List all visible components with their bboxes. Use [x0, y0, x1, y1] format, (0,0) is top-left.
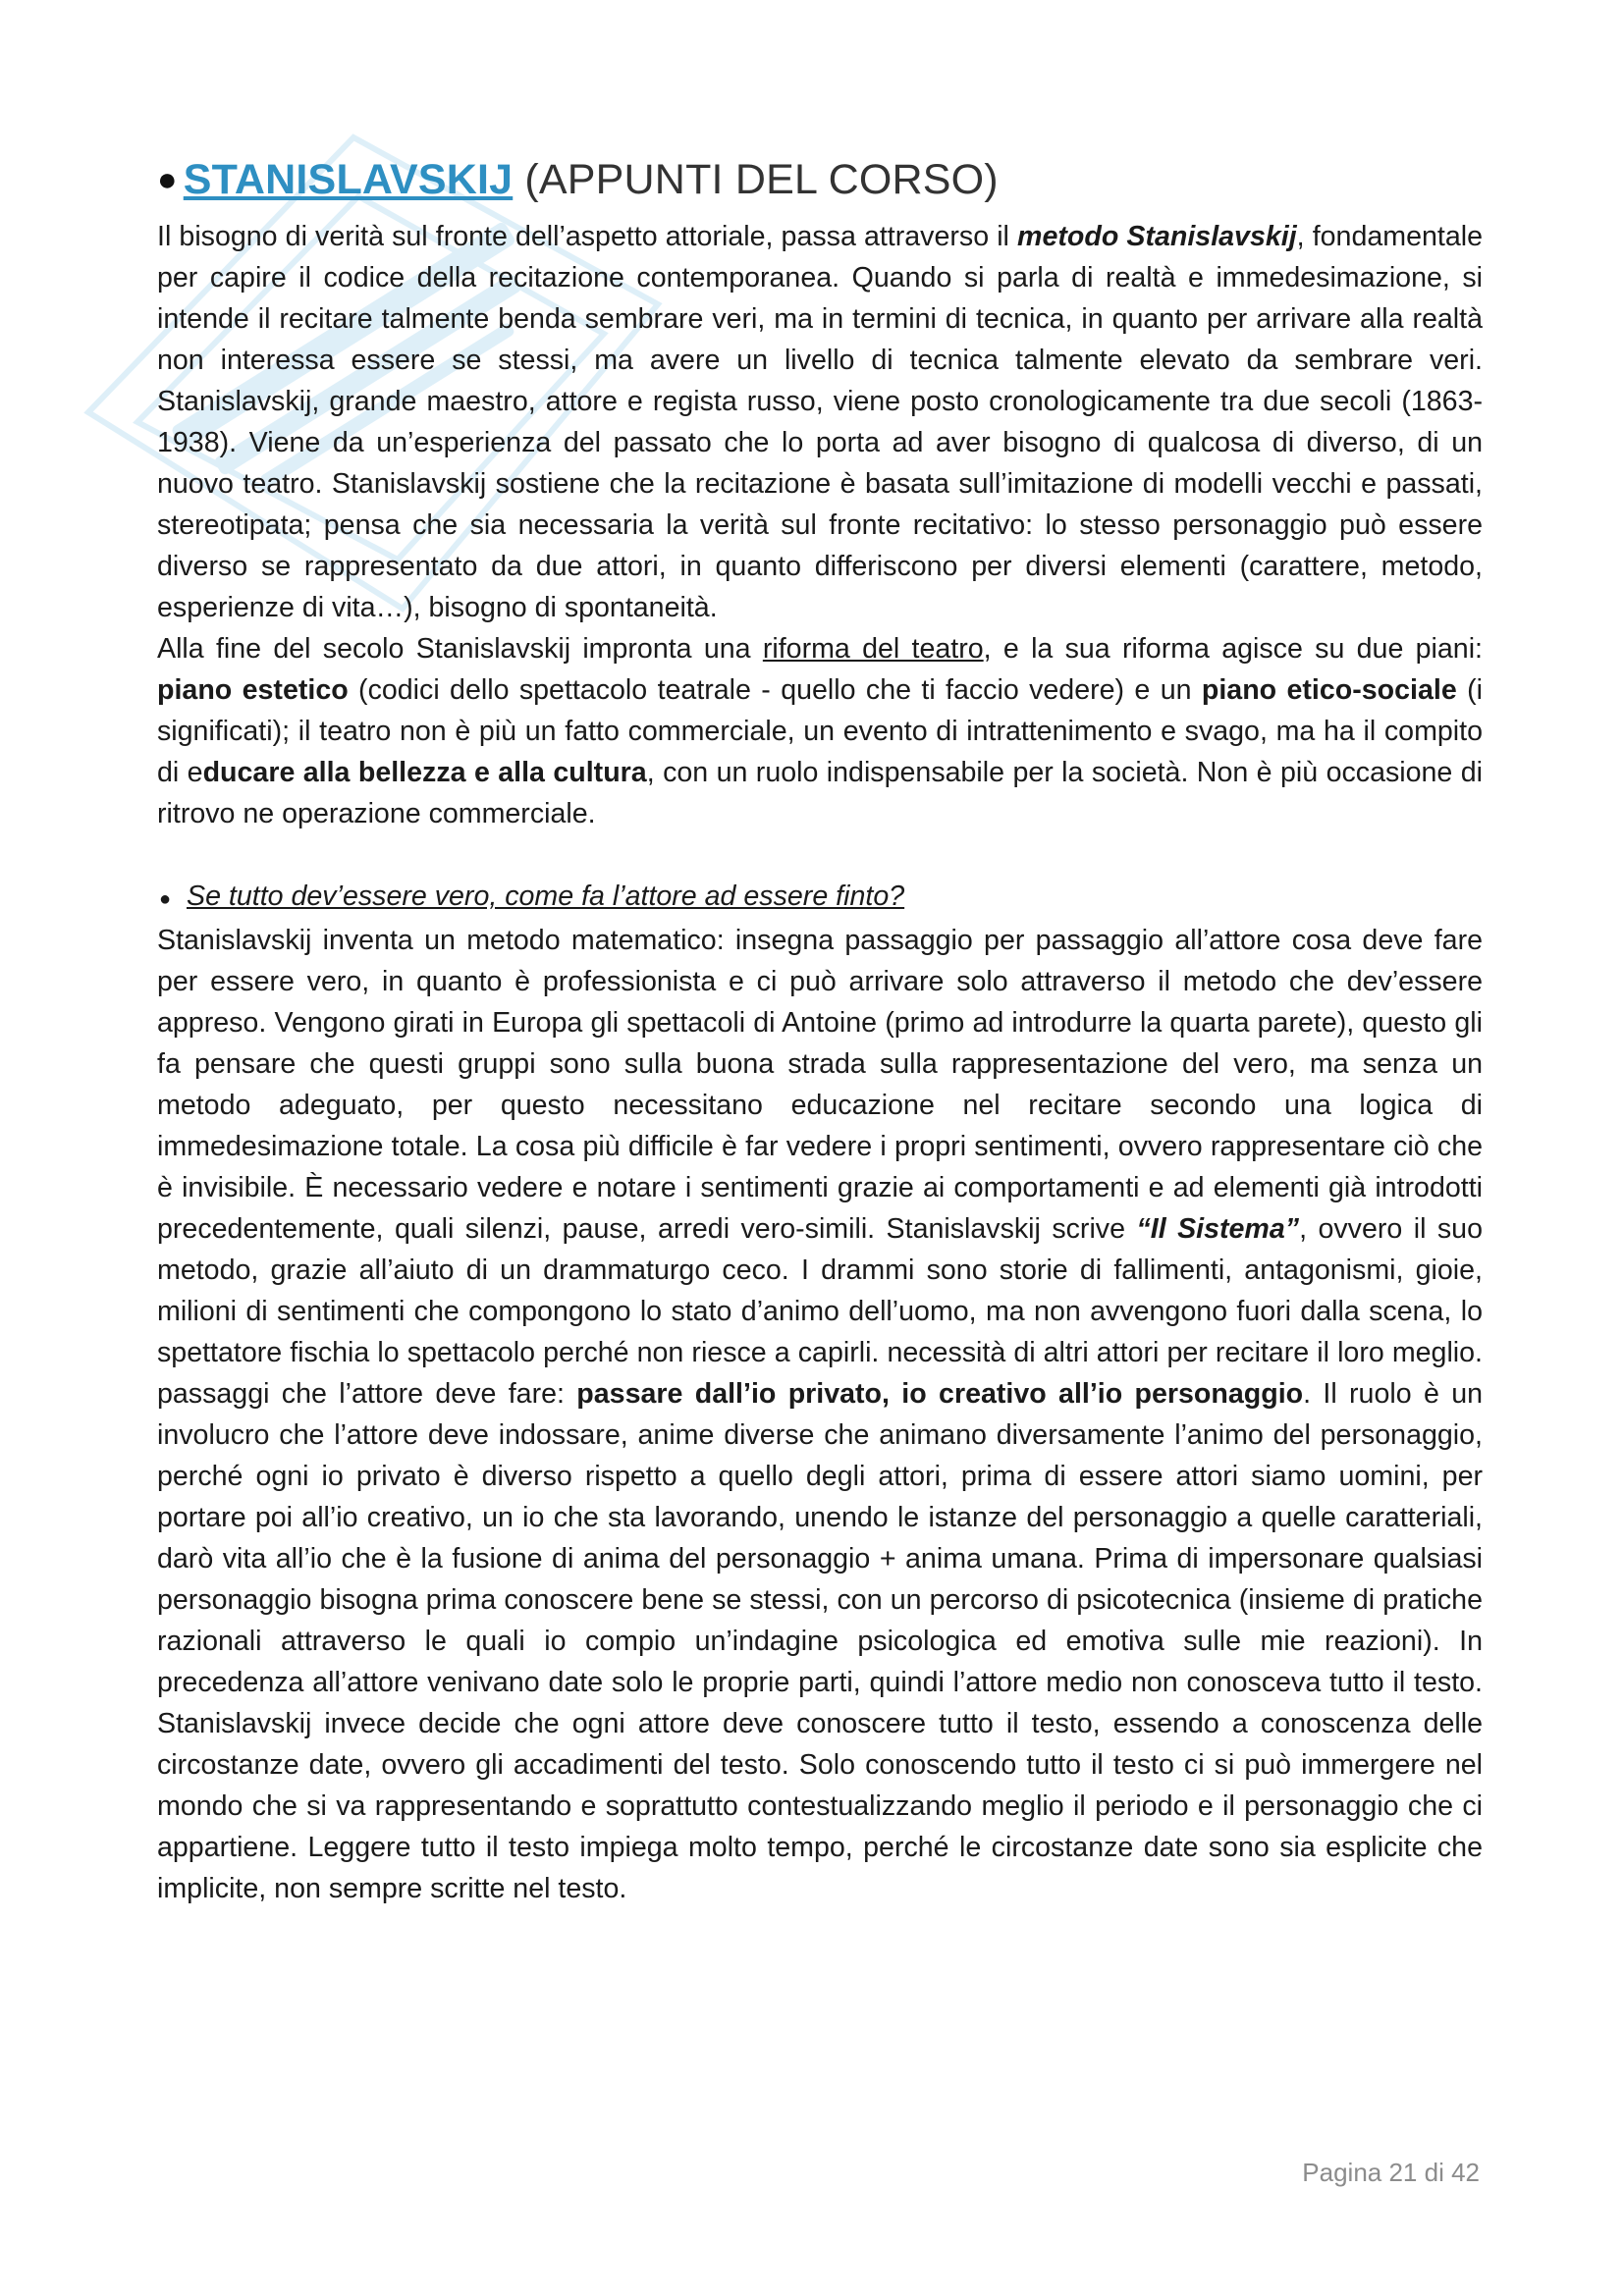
heading-bullet: ●	[157, 161, 178, 198]
bold-term-io-personaggio: passare dall’io privato, io creativo all’io personaggio	[576, 1378, 1304, 1410]
bullet-question	[157, 876, 1483, 920]
heading-title-link[interactable]: STANISLAVSKIJ	[183, 156, 514, 203]
page-number: Pagina 21 di 42	[1302, 2158, 1480, 2187]
text-run: , fondamentale per capire il codice della recitazione contemporanea. Quando si parla di realtà e immedesimazione, si intende il recitare talmente benda sembrare veri, ma in termini di tecnica, in quanto per arrivare alla realtà non interessa essere se stessi, ma avere un livello di tecnica talmente elevato da sembrare veri. Stanislavskij, grande maestro, attore e regista russo, viene posto cronologicamente tra due secoli (1863-1938). Viene da un’esperienza del passato che lo porta ad aver bisogno di qualcosa di diverso, di un nuovo teatro. Stanislavskij sostiene che la recitazione è basata sull’imitazione di modelli vecchi e passati, stereotipata; pensa che sia necessaria la verità sul fronte recitativo: lo stesso personaggio può essere diverso se rappresentato da due attori, in quanto differiscono per diversi elementi (carattere, metodo, esperienze di vita…), bisogno di spontaneità.	[157, 221, 1483, 623]
text-run: , con un ruolo indispensabile per la società. Non è più occasione di ritrovo ne operazione commerciale.	[157, 757, 1483, 829]
section-heading	[157, 147, 1483, 212]
spacer	[157, 834, 1483, 876]
paragraph-metodo	[157, 920, 1483, 1909]
question-text: Se tutto dev’essere vero, come fa l’attore ad essere finto?	[187, 881, 905, 912]
bullet-dot: ●	[159, 888, 172, 910]
text-run: (i significati); il teatro non è più un fatto commerciale, un evento di intrattenimento e svago, ma ha il compito di e	[157, 674, 1483, 788]
paragraph-intro	[157, 216, 1483, 628]
text-run: , ovvero il suo metodo, grazie all’aiuto di un drammaturgo ceco. I drammi sono storie di fallimenti, antagonismi, gioie, milioni di sentimenti che compongono lo stato d’animo dell’uomo, ma non avvengono fuori dalla scena, lo spettatore fischia lo spettacolo perché non riesce a capirli. necessità di altri attori per recitare il loro meglio. passaggi che l’attore deve fare:	[157, 1213, 1483, 1410]
text-run: . Il ruolo è un involucro che l’attore deve indossare, anime diverse che animano diversamente l’animo del personaggio, perché ogni io privato è diverso rispetto a quello degli attori, prima di essere attori siamo uomini, per portare poi all’io creativo, un io che sta lavorando, unendo le istanze del personaggio a quelle caratteriali, darò vita all’io che è la fusione di anima del personaggio + anima umana. Prima di impersonare qualsiasi personaggio bisogna prima conoscere bene se stessi, con un percorso di psicotecnica (insieme di pratiche razionali attraverso le quali io compio un’indagine psicologica ed emotiva sulle mie reazioni). In precedenza all’attore venivano date solo le proprie parti, quindi l’attore medio non conosceva tutto il testo. Stanislavskij invece decide che ogni attore deve conoscere tutto il testo, essendo a conoscenza delle circostanze date, ovvero gli accadimenti del testo. Solo conoscendo tutto il testo ci si può immergere nel mondo che si va rappresentando e soprattutto contestualizzando meglio il periodo e il personaggio che ci appartiene. Leggere tutto il testo impiega molto tempo, perché le circostanze date sono sia esplicite che implicite, non sempre scritte nel testo.	[157, 1378, 1484, 1904]
bold-term-piano-etico: piano etico-sociale	[1201, 674, 1457, 706]
heading-subtitle: (APPUNTI DEL CORSO)	[513, 156, 999, 203]
bold-term-educare: ducare alla bellezza e alla cultura	[202, 757, 647, 788]
bold-term-il-sistema: “Il Sistema”	[1136, 1213, 1300, 1245]
underlined-term-riforma: riforma del teatro	[762, 633, 984, 665]
text-run: (codici dello spettacolo teatrale - quello che ti faccio vedere) e un	[348, 674, 1202, 706]
document-page	[157, 147, 1483, 1909]
text-run: Il bisogno di verità sul fronte dell’aspetto attoriale, passa attraverso il	[157, 221, 1018, 252]
text-run: , e la sua riforma agisce su due piani:	[983, 633, 1483, 665]
text-run: Stanislavskij inventa un metodo matematico: insegna passaggio per passaggio all’attore cosa deve fare per essere vero, in quanto è professionista e ci può arrivare solo attraverso il metodo che dev’essere appreso. Vengono girati in Europa gli spettacoli di Antoine (primo ad introdurre la quarta parete), questo gli fa pensare che questi gruppi sono sulla buona strada sulla rappresentazione del vero, ma senza un metodo adeguato, per questo necessitano educazione nel recitare secondo una logica di immedesimazione totale. La cosa più difficile è far vedere i propri sentimenti, ovvero rappresentare ciò che è invisibile. È necessario vedere e notare i sentimenti grazie ai comportamenti e ad elementi già introdotti precedentemente, quali silenzi, pause, arredi vero-simili. Stanislavskij scrive	[157, 925, 1483, 1245]
bold-term-piano-estetico: piano estetico	[157, 674, 349, 706]
text-run: Alla fine del secolo Stanislavskij impronta una	[157, 633, 763, 665]
paragraph-riforma	[157, 628, 1483, 834]
bold-term-metodo: metodo Stanislavskij	[1017, 221, 1297, 252]
